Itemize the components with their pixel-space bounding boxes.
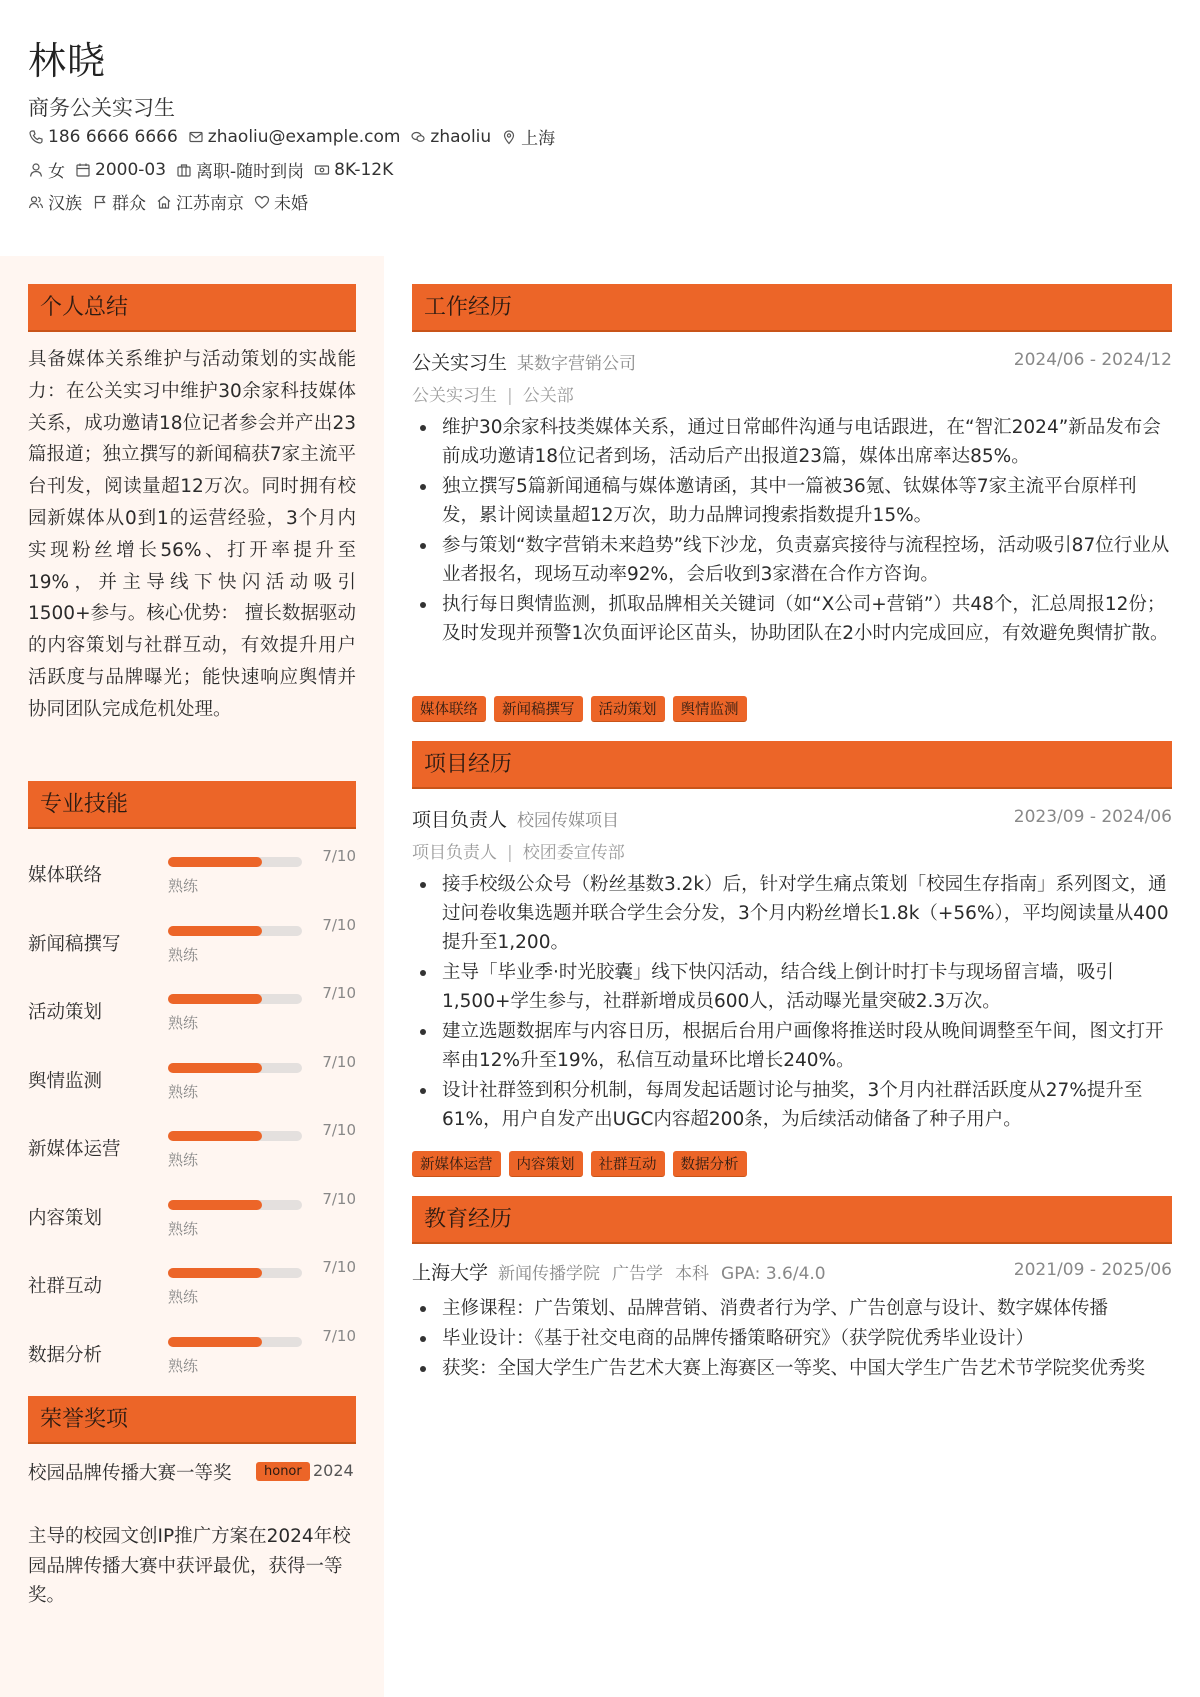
college: 新闻传播学院 (498, 1264, 601, 1284)
skill-bar-fill (168, 1131, 262, 1141)
work-title-line (412, 348, 1172, 374)
skill-level: 熟练 (168, 1288, 199, 1306)
project-role-text: 项目负责人 (412, 809, 508, 831)
tag: 活动策划 (591, 696, 665, 722)
mail-icon (188, 129, 204, 145)
skill-bar (168, 1063, 302, 1073)
work-role-text: 公关实习生 (412, 352, 508, 374)
skill-item (28, 1325, 356, 1385)
political-item (92, 189, 146, 214)
tag: 社群互动 (591, 1151, 665, 1177)
skill-level: 熟练 (168, 1151, 199, 1169)
work-org: 某数字营销公司 (517, 354, 637, 374)
skill-name: 内容策划 (28, 1207, 103, 1229)
people-icon (28, 194, 44, 210)
tag: 媒体联络 (412, 696, 486, 722)
list-item: 主导「毕业季·时光胶囊」线下快闪活动，结合线上倒计时打卡与现场留言墙，吸引1,500+学生参与，社群新增成员600人，活动曝光量突破2.3万次。 (412, 958, 1172, 1016)
skill-bar (168, 994, 302, 1004)
home-icon (156, 194, 172, 210)
list-item: 设计社群签到积分机制，每周发起话题讨论与抽奖，3个月内社群活跃度从27%提升至61%，用户自发产出UGC内容超200条，为后续活动储备了种子用户。 (412, 1076, 1172, 1134)
skill-name: 媒体联络 (28, 865, 103, 886)
major: 广告学 (612, 1264, 664, 1284)
project-role (412, 805, 619, 832)
skill-name: 新媒体运营 (28, 1139, 121, 1160)
status-text: 离职-随时到岗 (196, 162, 305, 182)
phone-text: 186 6666 6666 (48, 126, 178, 147)
gender-item (28, 157, 65, 182)
location-pin-icon (501, 129, 517, 145)
project-dept: 校团委宣传部 (522, 843, 625, 863)
gender-text: 女 (48, 162, 65, 182)
skill-name: 舆情监测 (28, 1070, 103, 1092)
work-role (412, 348, 636, 375)
education-date: 2021/09 - 2025/06 (1013, 1260, 1172, 1280)
project-sub-role: 项目负责人 (412, 843, 497, 863)
wechat-icon (410, 129, 426, 145)
phone-icon (28, 129, 44, 145)
email-item (188, 127, 401, 147)
honor-description: 主导的校园文创IP推广方案在2024年校园品牌传播大赛中获评最优，获得一等奖。 (28, 1526, 351, 1606)
edu-school-line (412, 1258, 838, 1285)
work-dept: 公关部 (522, 386, 574, 406)
skill-bar (168, 1337, 302, 1347)
skill-level: 熟练 (168, 1014, 199, 1032)
briefcase-icon (176, 162, 192, 178)
wechat-text: zhaoliu (430, 126, 492, 147)
skill-score: 7/10 (322, 1189, 356, 1208)
tag: 数据分析 (673, 1151, 747, 1177)
skill-bar-fill (168, 1200, 262, 1210)
skill-bar-fill (168, 1063, 262, 1073)
skill-bar-fill (168, 857, 262, 867)
tag: 舆情监测 (673, 696, 747, 722)
list-item: 接手校级公众号（粉丝基数3.2k）后，针对学生痛点策划「校园生存指南」系列图文，通过问卷收集选题并联合学生会分发，3个月内粉丝增长1.8k（+56%），平均阅读量从400提升至1,200。 (412, 870, 1172, 957)
hometown-item (156, 189, 244, 214)
list-item: 独立撰写5篇新闻通稿与媒体邀请函，其中一篇被36氪、钛媒体等7家主流平台原样刊发，累计阅读量超12万次，助力品牌词搜索指数提升15%。 (412, 472, 1172, 530)
resume-header (0, 0, 1200, 256)
skill-bar (168, 857, 302, 867)
projects-heading: 项目经历 (412, 741, 1172, 789)
skill-name: 社群互动 (28, 1276, 103, 1297)
birth-item (75, 160, 166, 180)
flag-icon (92, 194, 108, 210)
summary-heading: 个人总结 (28, 284, 356, 332)
work-subline (412, 381, 574, 406)
tag: 新媒体运营 (412, 1151, 501, 1177)
degree: 本科 (675, 1264, 710, 1284)
skill-bar-fill (168, 1337, 262, 1347)
project-org: 校园传媒项目 (517, 811, 620, 831)
list-item: 获奖：全国大学生广告艺术大赛上海赛区一等奖、中国大学生广告艺术节学院奖优秀奖 (412, 1354, 1172, 1383)
skill-item (28, 1051, 356, 1111)
candidate-title: 商务公关实习生 (28, 96, 175, 120)
honor-year: 2024 (313, 1461, 354, 1480)
skill-bar (168, 1268, 302, 1278)
skill-score: 7/10 (322, 1121, 356, 1139)
project-tags (412, 1151, 755, 1177)
honors-heading: 荣誉奖项 (28, 1396, 356, 1444)
skill-bar-fill (168, 994, 262, 1004)
skill-score: 7/10 (322, 1326, 356, 1345)
skill-level: 熟练 (168, 1219, 199, 1238)
work-date: 2024/06 - 2024/12 (1013, 350, 1172, 370)
candidate-name: 林晓 (28, 39, 107, 83)
work-heading: 工作经历 (412, 284, 1172, 332)
skill-item (28, 845, 356, 905)
honor-badge: honor (256, 1462, 310, 1481)
list-item: 维护30余家科技类媒体关系，通过日常邮件沟通与电话跟进，在“智汇2024”新品发布会前成功邀请18位记者到场，活动后产出报道23篇，媒体出席率达85%。 (412, 413, 1172, 471)
honor-title: 校园品牌传播大赛一等奖 (28, 1463, 232, 1484)
skill-score: 7/10 (322, 984, 356, 1002)
list-item: 执行每日舆情监测，抓取品牌相关关键词（如“X公司+营销”）共48个，汇总周报12份；及时发现并预警1次负面评论区苗头，协助团队在2小时内完成回应，有效避免舆情扩散。 (412, 590, 1172, 648)
money-icon (314, 162, 330, 178)
skill-score: 7/10 (322, 1258, 356, 1276)
marital-item (254, 189, 308, 214)
skill-item (28, 1256, 356, 1316)
list-item: 主修课程：广告策划、品牌营销、消费者行为学、广告创意与设计、数字媒体传播 (412, 1294, 1172, 1323)
tag: 内容策划 (509, 1151, 583, 1177)
tag: 新闻稿撰写 (494, 696, 583, 722)
project-date: 2023/09 - 2024/06 (1013, 807, 1172, 827)
wechat-item (410, 127, 491, 147)
work-sub-role: 公关实习生 (412, 386, 497, 406)
location-text: 上海 (521, 129, 556, 149)
skill-item (28, 1188, 356, 1248)
skill-score: 7/10 (322, 915, 356, 934)
calendar-icon (75, 162, 91, 178)
hometown-text: 江苏南京 (176, 194, 244, 214)
background-row (28, 189, 318, 214)
list-item: 毕业设计：《基于社交电商的品牌传播策略研究》（获学院优秀毕业设计） (412, 1324, 1172, 1353)
skill-name: 新闻稿撰写 (28, 933, 121, 955)
project-title-line (412, 805, 1172, 831)
skill-level: 熟练 (168, 1082, 199, 1101)
skills-heading: 专业技能 (28, 781, 356, 829)
education-bullets (412, 1294, 1172, 1384)
project-subline (412, 838, 625, 863)
skill-item (28, 982, 356, 1042)
separator: | (507, 386, 513, 406)
list-item: 参与策划“数字营销未来趋势”线下沙龙，负责嘉宾接待与流程控场，活动吸引87位行业从业者报名，现场互动率92%，会后收到3家潜在合作方咨询。 (412, 531, 1172, 589)
gpa: GPA: 3.6/4.0 (721, 1264, 826, 1284)
work-bullets (412, 413, 1172, 649)
birth-text: 2000-03 (95, 159, 167, 180)
skill-bar (168, 926, 302, 936)
school-name: 上海大学 (412, 1262, 489, 1284)
personal-row (28, 157, 403, 182)
heart-icon (254, 194, 270, 210)
list-item: 建立选题数据库与内容日历，根据后台用户画像将推送时段从晚间调整至午间，图文打开率由12%升至19%，私信互动量环比增长240%。 (412, 1017, 1172, 1075)
email-text: zhaoliu@example.com (207, 126, 401, 147)
skill-score: 7/10 (322, 847, 356, 865)
education-title-line (412, 1258, 1172, 1284)
skill-name: 活动策划 (28, 1002, 103, 1023)
ethnicity-item (28, 189, 82, 214)
location-item (501, 124, 555, 149)
phone-item (28, 127, 178, 147)
status-item (176, 157, 304, 182)
salary-item (314, 160, 393, 180)
salary-text: 8K-12K (334, 159, 394, 180)
skill-bar (168, 1200, 302, 1210)
skill-bar-fill (168, 926, 262, 936)
separator: | (507, 843, 513, 863)
skill-item (28, 914, 356, 974)
skill-level: 熟练 (168, 1356, 199, 1375)
skill-score: 7/10 (322, 1052, 356, 1071)
edu-meta (498, 1264, 838, 1284)
skill-bar (168, 1131, 302, 1141)
skill-item (28, 1119, 356, 1179)
work-tags (412, 696, 755, 722)
summary-text: 具备媒体关系维护与活动策划的实战能力：在公关实习中维护30余家科技媒体关系，成功邀请18位记者参会并产出23篇报道；独立撰写的新闻稿获7家主流平台刊发，阅读量超12万次。同时拥有校园新媒体从0到1的运营经验，3个月内实现粉丝增长56%、打开率提升至19%，并主导线下快闪活动吸引1500+参与。核心优势： 擅长数据驱动的内容策划与社群互动，有效提升用户活跃度与品牌曝光；能快速响应舆情并协同团队完成危机处理。 (28, 349, 356, 720)
skill-name: 数据分析 (28, 1344, 103, 1366)
skill-level: 熟练 (168, 877, 199, 895)
contact-row (28, 124, 565, 149)
political-text: 群众 (112, 194, 146, 214)
skill-bar-fill (168, 1268, 262, 1278)
ethnicity-text: 汉族 (48, 194, 82, 214)
skill-level: 熟练 (168, 945, 199, 964)
project-bullets (412, 870, 1172, 1135)
education-heading: 教育经历 (412, 1196, 1172, 1244)
marital-text: 未婚 (274, 194, 308, 214)
person-icon (28, 162, 44, 178)
